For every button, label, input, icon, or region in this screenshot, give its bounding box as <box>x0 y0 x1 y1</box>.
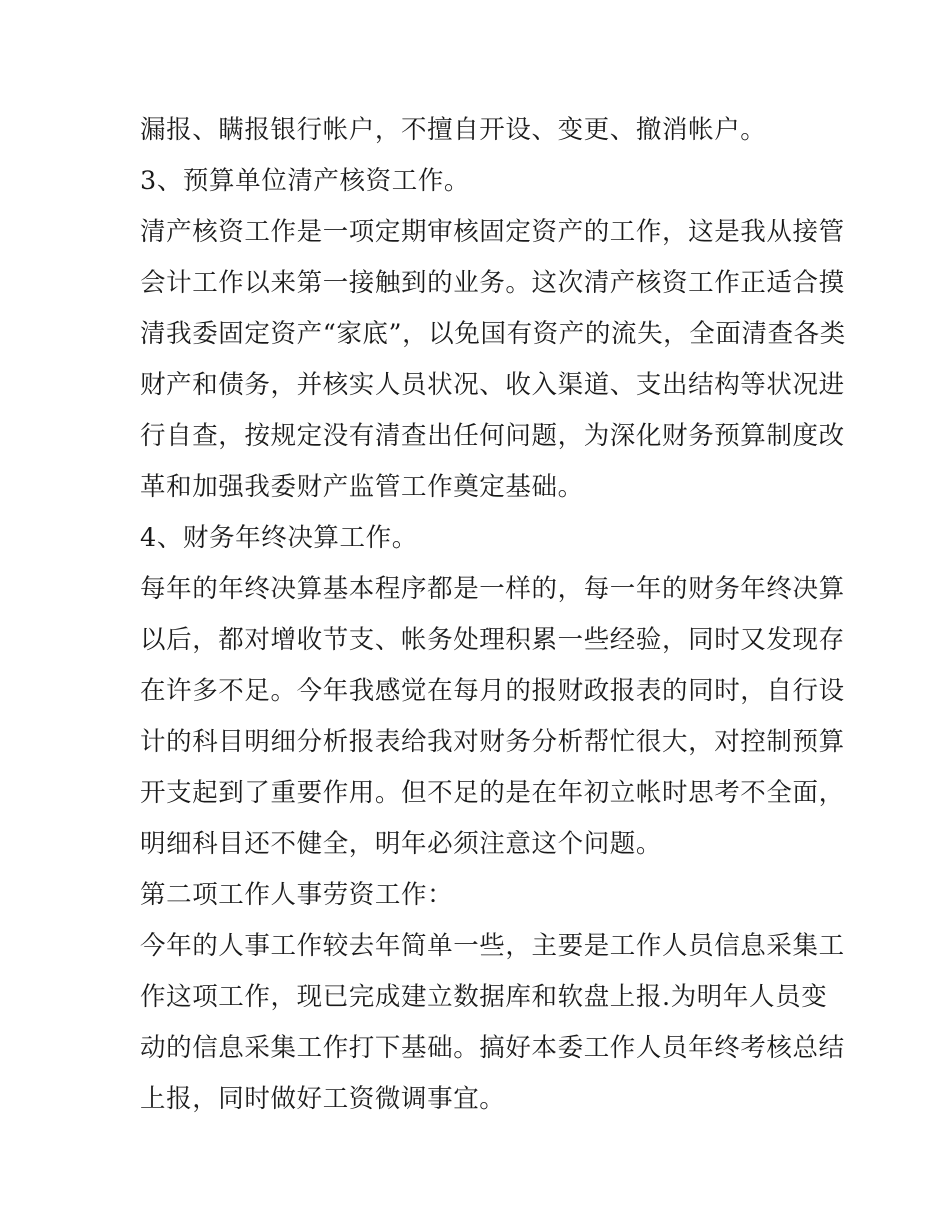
text-line: 清产核资工作是一项定期审核固定资产的工作，这是我从接管 <box>140 217 845 247</box>
section-heading: 第二项工作人事劳资工作： <box>140 880 454 910</box>
text-line: 会计工作以来第一接触到的业务。这次清产核资工作正适合摸 <box>140 268 845 298</box>
text-line: 明细科目还不健全，明年必须注意这个问题。 <box>140 829 663 859</box>
text-line: 上报，同时做好工资微调事宜。 <box>140 1084 506 1114</box>
text-line: 今年的人事工作较去年简单一些，主要是工作人员信息采集工 <box>140 931 845 961</box>
text-line: 动的信息采集工作打下基础。搞好本委工作人员年终考核总结 <box>140 1033 845 1063</box>
text-line: 在许多不足。今年我感觉在每月的报财政报表的同时，自行设 <box>140 676 845 706</box>
text-line: 财产和债务，并核实人员状况、收入渠道、支出结构等状况进 <box>140 370 845 400</box>
text-line: 以后，都对增收节支、帐务处理积累一些经验，同时又发现存 <box>140 625 845 655</box>
section-heading: 3、预算单位清产核资工作。 <box>140 166 471 196</box>
text-line: 漏报、瞒报银行帐户，不擅自开设、变更、撤消帐户。 <box>140 115 767 145</box>
text-line: 开支起到了重要作用。但不足的是在年初立帐时思考不全面， <box>140 778 845 808</box>
document-body <box>140 105 846 1125</box>
text-line: 清我委固定资产“家底”，以免国有资产的流失，全面清查各类 <box>140 319 846 349</box>
text-line: 作这项工作，现已完成建立数据库和软盘上报.为明年人员变 <box>140 982 828 1012</box>
text-line: 每年的年终决算基本程序都是一样的，每一年的财务年终决算 <box>140 574 845 604</box>
text-line: 革和加强我委财产监管工作奠定基础。 <box>140 472 584 502</box>
text-line: 行自查，按规定没有清查出任何问题，为深化财务预算制度改 <box>140 421 845 451</box>
text-line: 计的科目明细分析报表给我对财务分析帮忙很大，对控制预算 <box>140 727 845 757</box>
section-heading: 4、财务年终决算工作。 <box>140 523 418 553</box>
